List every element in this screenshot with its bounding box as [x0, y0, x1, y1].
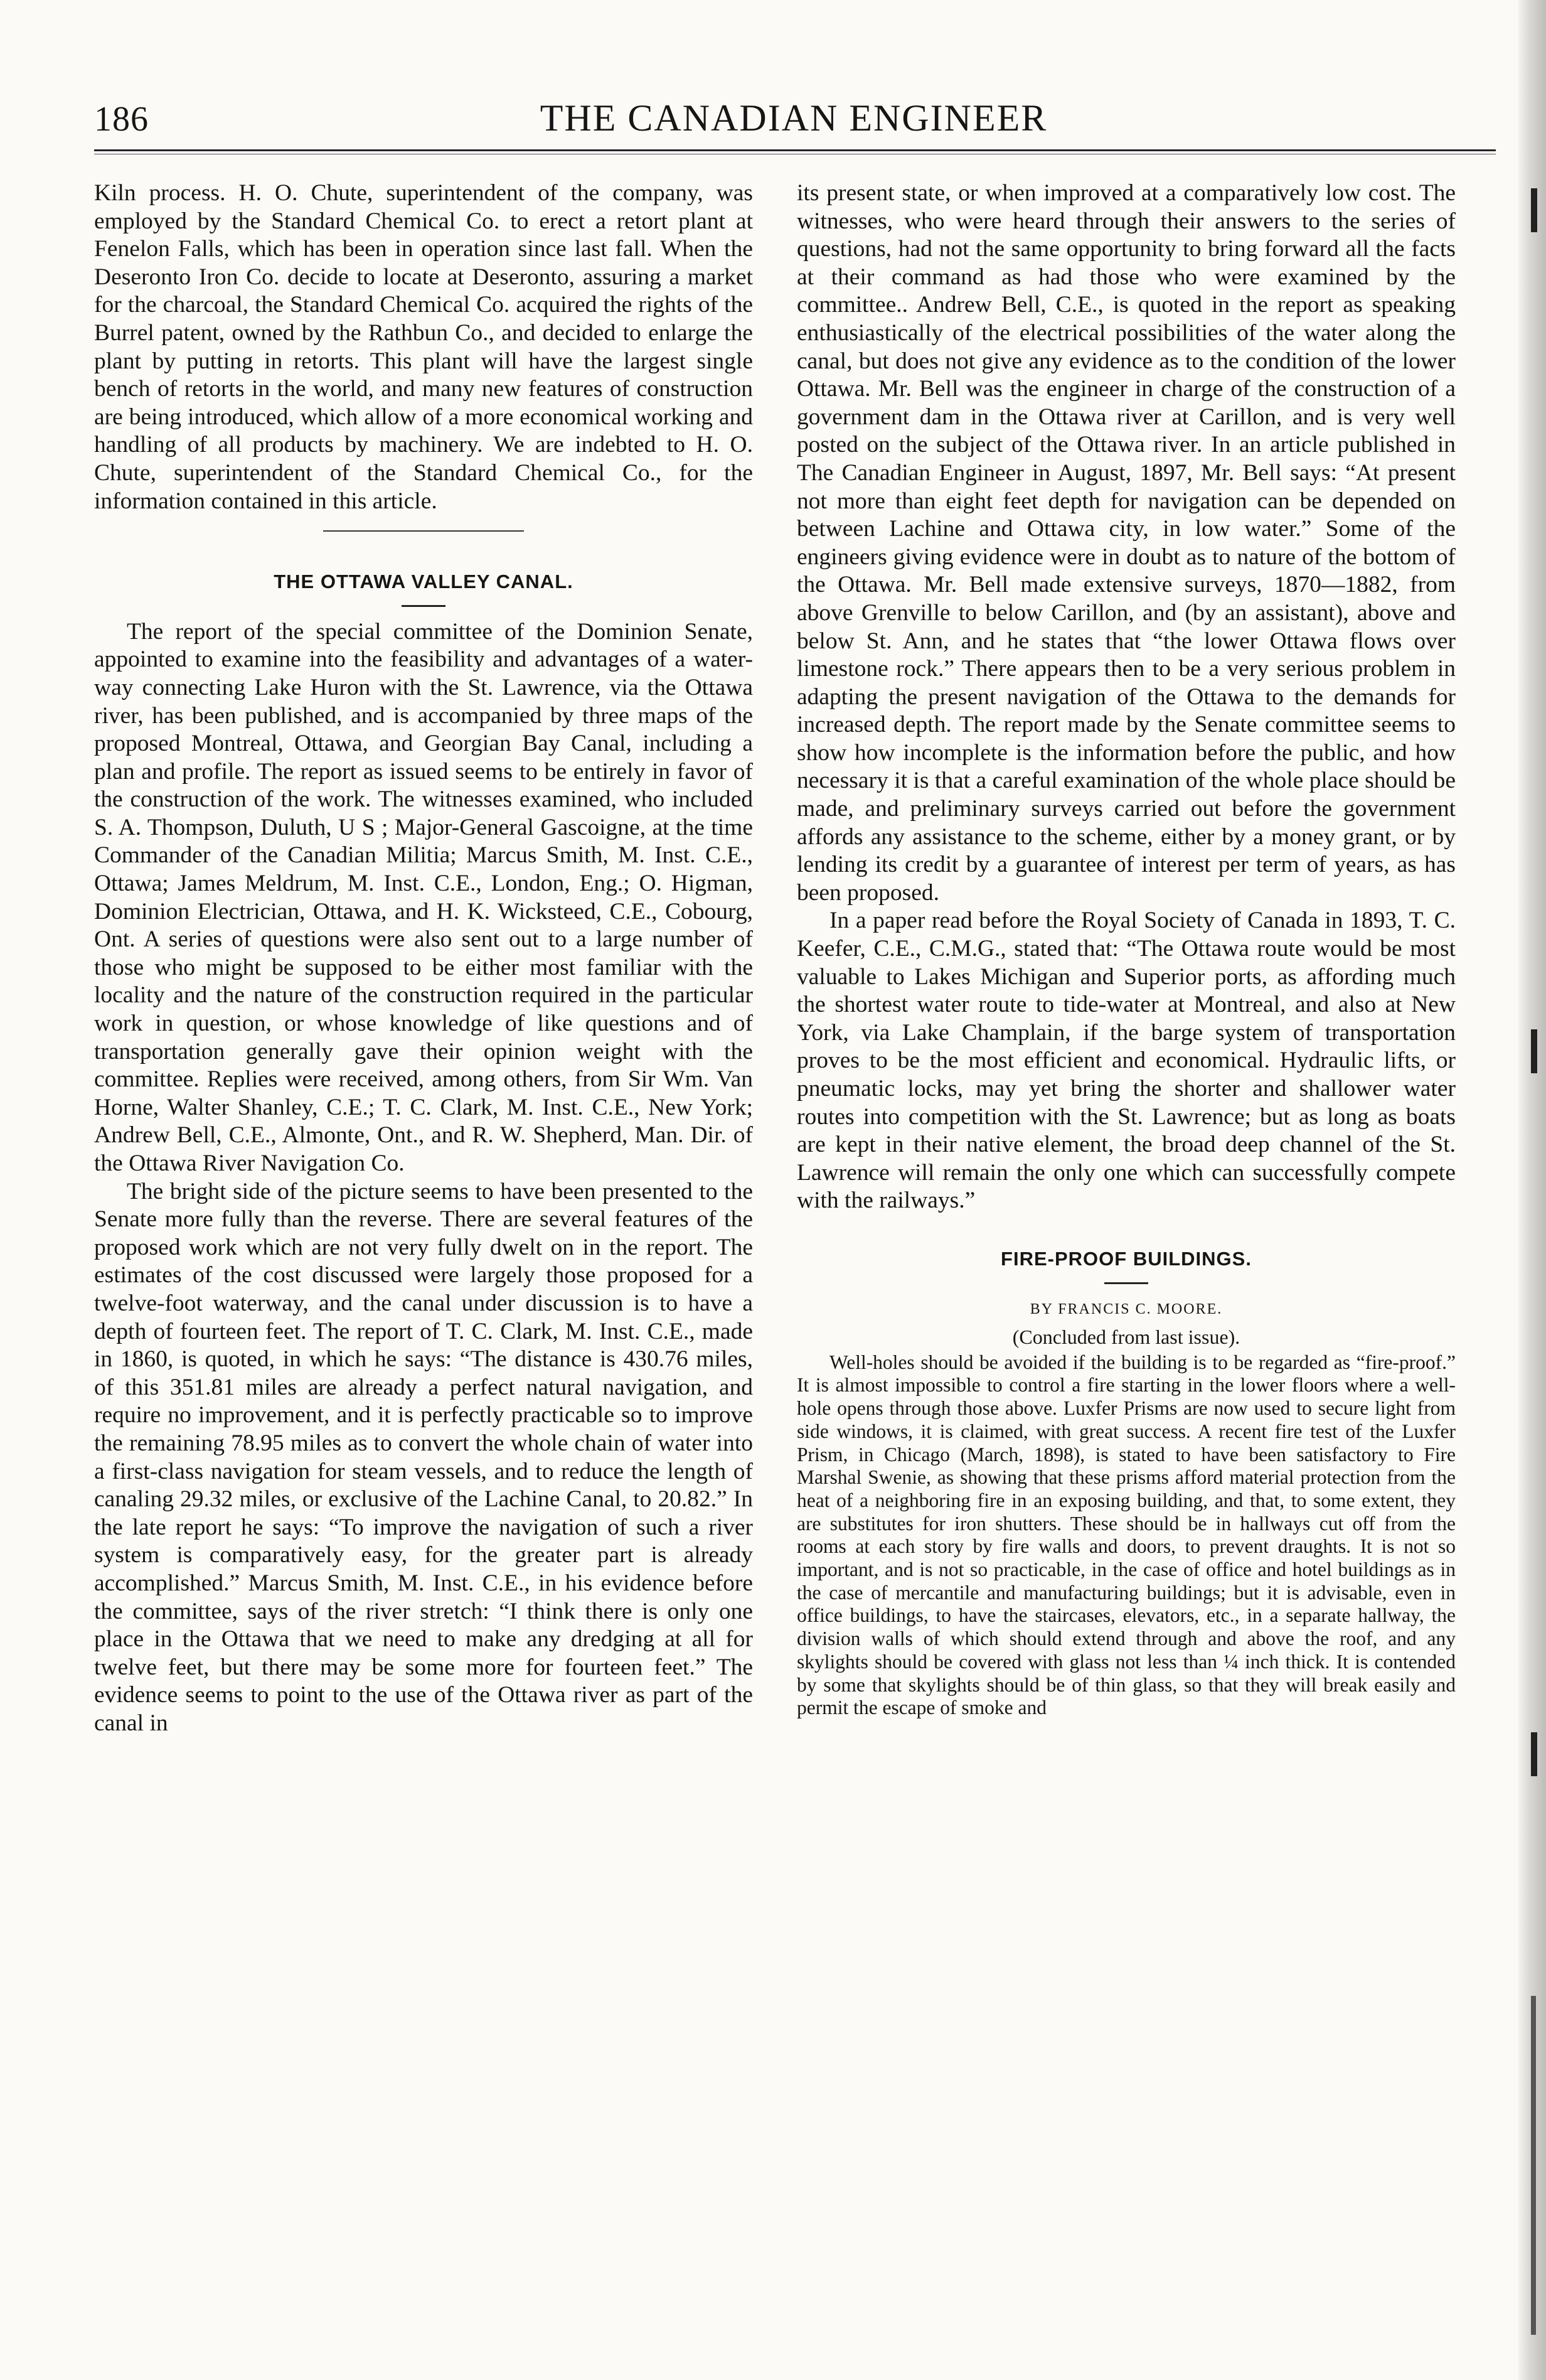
page-number: 186	[94, 100, 149, 139]
right-column	[797, 180, 1456, 1720]
article-end-rule	[323, 530, 524, 532]
fire-proof-paragraph: Well-holes should be avoided if the building is to be regarded as “fire-proof.” It is almost impossible to control a fire starting in the lower floors where a well-hole opens through those above. Luxfer Prisms are now used to secure light from side windows, it is claimed, with great success. A recent fire test of the Luxfer Prism, in Chicago (March, 1898), is stated to have been satisfactory to Fire Marshal Swenie, as showing that these prisms afford material protection from the heat of a neighboring fire in an exposing building, and that, to some extent, they are substitutes for iron shutters. These should be in hallways cut off from the rooms at each story by fire walls and doors, to prevent draughts. It is not so important, and is not so practicable, in the case of office and hotel buildings as in the case of mercantile and manufacturing buildings; but it is advisable, even in office buildings, to have the staircases, elevators, etc., in a separate hallway, the division walls of which should extend through and above the roof, and any skylights should be covered with glass not less than ¼ inch thick. It is contended by some that skylights should be of thin glass, so that they will break easily and permit the escape of smoke and	[797, 1351, 1456, 1719]
fire-proof-heading: FIRE-PROOF BUILDINGS.	[1001, 1247, 1252, 1270]
binding-mark	[1531, 188, 1537, 232]
heading-dash	[1104, 1282, 1148, 1284]
canal-paragraph-2: The bright side of the picture seems to have been presented to the Senate more fully than the reverse. There are several features of the proposed work which are not very fully dwelt on in the report. The estimates of the cost discussed were largely those proposed for a twelve-foot waterway, and the canal under discussion is to have a depth of fourteen feet. The report of T. C. Clark, M. Inst. C.E., made in 1860, is quoted, in which he says: “The distance is 430.76 miles, of this 351.81 miles are already a perfect natural navigation, and require no improvement, and it is perfectly practicable so to improve the remaining 78.95 miles as to convert the whole chain of water into a first-class navigation for steam vessels, and to reduce the length of canaling 29.32 miles, or exclusive of the Lachine Canal, to 20.82.” In the late report he says: “To improve the navigation of such a river system is comparatively easy, for the greater part is already accomplished.” Marcus Smith, M. Inst. C.E., in his evidence before the committee, says of the river stretch: “I think there is only one place in the Ottawa that we need to make any dredging at all for twelve feet, but there may be some more for fourteen feet.” The evidence seems to point to the use of the Ottawa river as part of the canal in	[94, 1178, 753, 1736]
journal-title: THE CANADIAN ENGINEER	[540, 97, 1048, 139]
binding-mark	[1531, 1732, 1537, 1776]
page-header	[94, 94, 1493, 144]
author-byline: BY FRANCIS C. MOORE.	[1030, 1300, 1223, 1317]
canal-paragraph-3: its present state, or when improved at a comparatively low cost. The witnesses, who were heard through their answers to the series of questions, had not the same opportunity to bring forward all the facts at their command as had those who were examined by the committee.. Andrew Bell, C.E., is quoted in the report as speaking enthusiastically of the electrical possibilities of the water along the canal, but does not give any evidence as to the condition of the lower Ottawa. Mr. Bell was the engineer in charge of the construction of a government dam in the Ottawa river at Carillon, and is very well posted on the subject of the Ottawa river. In an article published in The Canadian Engineer in August, 1897, Mr. Bell says: “At present not more than eight feet depth for navigation can be depended on between Lachine and Ottawa city, in low water.” Some of the engineers giving evidence were in doubt as to nature of the bottom of the Ottawa. Mr. Bell made extensive surveys, 1870—1882, from above Grenville to below Carillon, and (by an assistant), above and below St. Ann, and he states that “the lower Ottawa flows over limestone rock.” There appears then to be a very serious problem in adapting the present navigation of the Ottawa to the demands for increased depth. The report made by the Senate committee seems to show how incomplete is the information before the public, and how necessary it is that a careful examination of the whole place should be made, and preliminary surveys carried out before the government affords any assistance to the scheme, either by a money grant, or by lending its credit by a guarantee of interest per term of years, as has been proposed.	[797, 180, 1456, 906]
kiln-process-paragraph: Kiln process. H. O. Chute, superintendent of the company, was employed by the Standard Chemical Co. to erect a retort plant at Fenelon Falls, which has been in operation since last fall. When the Deseronto Iron Co. decide to locate at Deseronto, assuring a market for the charcoal, the Standard Chemical Co. acquired the rights of the Burrel patent, owned by the Rathbun Co., and decided to enlarge the plant by putting in retorts. This plant will have the largest single bench of retorts in the world, and many new features of construction are being introduced, which allow of a more economical working and handling of all products by machinery. We are indebted to H. O. Chute, superintendent of the Standard Chemical Co., for the information contained in this article.	[94, 180, 753, 514]
continuation-note: (Concluded from last issue).	[1012, 1326, 1240, 1349]
binding-mark	[1531, 1996, 1536, 2335]
header-rule	[94, 149, 1496, 154]
heading-dash	[402, 605, 445, 607]
ottawa-canal-heading: THE OTTAWA VALLEY CANAL.	[274, 571, 573, 593]
canal-paragraph-1: The report of the special committee of the Dominion Senate, appointed to examine into the feasibility and advantages of a water-way connecting Lake Huron with the St. Lawrence, via the Ottawa river, has been published, and is accompanied by three maps of the proposed Montreal, Ottawa, and Georgian Bay Canal, including a plan and profile. The report as issued seems to be entirely in favor of the construction of the work. The witnesses examined, who included S. A. Thompson, Duluth, U S ; Major-General Gascoigne, at the time Commander of the Canadian Militia; Marcus Smith, M. Inst. C.E., Ottawa; James Meldrum, M. Inst. C.E., London, Eng.; O. Higman, Dominion Electrician, Ottawa, and H. K. Wicksteed, C.E., Cobourg, Ont. A series of questions were also sent out to a large number of those who might be supposed to be either most familiar with the locality and the nature of the construction required in the particular work in question, or whose knowledge of like questions and of transportation generally gave their opinion weight with the committee. Replies were received, among others, from Sir Wm. Van Horne, Walter Shanley, C.E.; T. C. Clark, M. Inst. C.E., New York; Andrew Bell, C.E., Almonte, Ont., and R. W. Shepherd, Man. Dir. of the Ottawa River Navigation Co.	[94, 618, 753, 1176]
canal-paragraph-4: In a paper read before the Royal Society of Canada in 1893, T. C. Keefer, C.E., C.M.G., stated that: “The Ottawa route would be most valuable to Lakes Michigan and Superior ports, as affording much the shortest water route to tide-water at Montreal, and also at New York, via Lake Champlain, if the barge system of transportation proves to be the most efficient and economical. Hydraulic lifts, or pneumatic locks, may yet bring the shorter and shallower water routes into competition with the St. Lawrence; but as long as boats are kept in their native element, the broad deep channel of the St. Lawrence will remain the only one which can successfully compete with the railways.”	[797, 908, 1456, 1214]
left-column	[94, 180, 753, 1737]
binding-mark	[1531, 1029, 1537, 1073]
